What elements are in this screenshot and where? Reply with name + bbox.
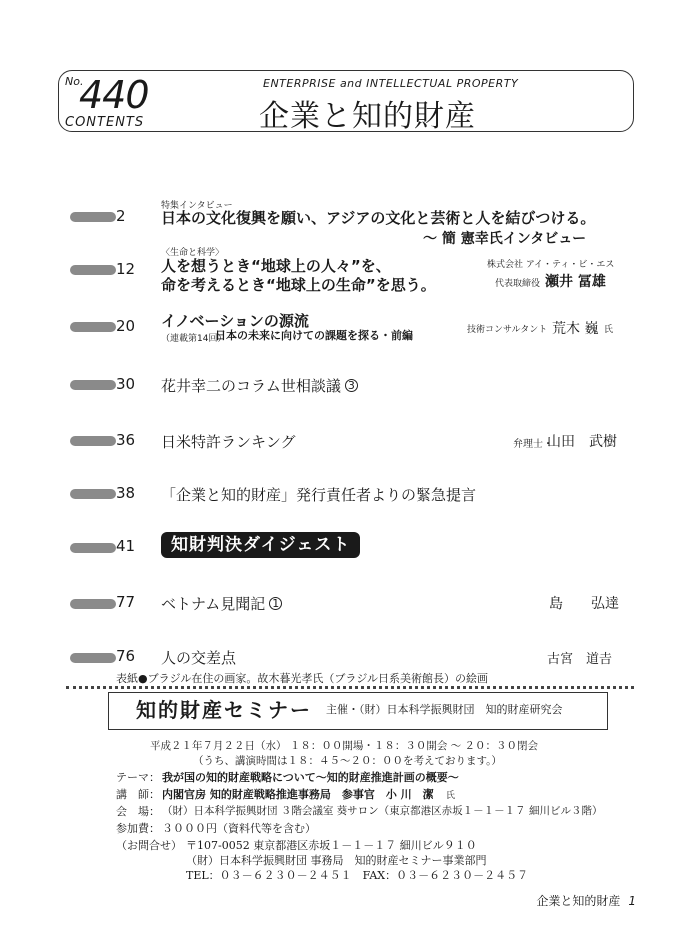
entry-title[interactable]: 日米特許ランキング [161,433,296,451]
entry-title[interactable] [161,593,282,614]
contents-label: CONTENTS [65,115,145,130]
author-name: 瀬井 冨雄 [545,274,606,290]
seminar-lecturer: 内閣官房 知的財産戦略推進事務局 参事官 小 川 潔 [162,788,434,801]
entry-category: 〈生命と科学〉 [161,248,225,258]
cover-note: 表紙●ブラジル在住の画家。故木暮光孝氏（ブラジル日系美術館長）の絵画 [116,672,489,685]
author-role: 技術コンサルタント [467,325,548,335]
entry-page: 41 [116,537,136,555]
entry-title-text: ベトナム見聞記 [161,595,266,613]
fee-label: 参加費： [116,822,160,835]
author-name: 山田 武樹 [547,434,617,450]
issue-no-label: No. [65,75,84,88]
entry-page: 36 [116,431,136,449]
entry-page: 38 [116,484,136,502]
seminar-theme: 我が国の知的財産戦略について～知的財産推進計画の概要～ [162,771,459,784]
contact-phone: TEL：０３－６２３０－２４５１ FAX：０３－６２３０－２４５７ [186,869,529,882]
highlighted-entry-title[interactable]: 知財判決ダイジェスト [161,532,360,558]
page-bar [70,380,116,390]
entry-page: 2 [116,207,126,225]
entry-page: 20 [116,317,136,335]
entry-title[interactable]: イノベーションの源流 [161,312,309,330]
entry-page: 30 [116,375,136,393]
contact-address: 〒107-0052 東京都港区赤坂１－１－１７ 細川ビル９１０ [186,839,477,852]
seminar-title: 知的財産セミナー [136,698,312,722]
page-bar [70,212,116,222]
entry-interview: ～ 簡 憲幸氏インタビュー [423,231,587,247]
lecturer-suffix: 氏 [446,791,456,801]
lecturer-label: 講 師： [116,788,160,801]
entry-title[interactable] [161,375,358,396]
contact-org: （財）日本科学振興財団 事務局 知的財産セミナー事業部門 [186,854,487,867]
entry-category: 特集インタビュー [161,201,233,211]
journal-title: 企業と知的財産 [259,99,476,134]
seminar-lecture-time: （うち、講演時間は１８：４５～２０：００を考えております。） [193,755,502,767]
entry-page: 77 [116,593,136,611]
theme-label: テーマ： [116,771,160,784]
entry-title[interactable]: 日本の文化復興を願い、アジアの文化と芸術と人を結びつける。 [161,209,596,227]
author-role: 弁理士・ [513,439,553,450]
author-name: 古宮 道𠮷 [547,652,613,667]
author-role: 代表取締役 [495,279,541,289]
page-bar [70,265,116,275]
footer-journal: 企業と知的財産 [536,894,621,908]
dotted-divider [66,686,634,689]
seminar-organizer: 主催・（財）日本科学振興財団 知的財産研究会 [326,703,563,716]
seminar-venue: （財）日本科学振興財団 ３階会議室 葵サロン（東京都港区赤坂１－１－１７ 細川ビル３階） [162,805,603,817]
header-box [58,70,634,132]
journal-subtitle-en: ENTERPRISE and INTELLECTUAL PROPERTY [263,77,519,90]
entry-title[interactable]: 「企業と知的財産」発行責任者よりの緊急提言 [161,486,477,504]
author-suffix: 氏 [604,325,614,335]
page-footer [536,892,636,909]
author-name: 荒木 巍 [552,321,599,337]
entry-title-line2[interactable]: 命を考えるとき“地球上の生命”を思う。 [161,276,436,294]
number-marker: 3 [345,379,358,392]
venue-label: 会 場： [116,805,160,818]
entry-title[interactable]: 人の交差点 [161,649,237,667]
contact-label: （お問合せ） [116,839,182,852]
page-bar [70,543,116,553]
seminar-fee: ３０００円（資料代等を含む） [162,822,316,835]
number-marker: 1 [269,597,282,610]
author-company: 株式会社 アイ・ティ・ビ・エス [487,260,615,270]
series-label: （連載第14回） [161,334,227,344]
page-bar [70,489,116,499]
footer-page-number: 1 [628,894,636,908]
seminar-date: 平成２１年７月２２日（水） １８：００開場・１８：３０開会 ～ ２０：３０閉会 [150,740,539,752]
issue-number: 440 [79,73,149,117]
entry-title-text: 花井幸二のコラム世相談議 [161,377,341,395]
entry-page: 76 [116,647,136,665]
page-bar [70,653,116,663]
author-name: 島 弘達 [549,596,619,612]
page-bar [70,436,116,446]
page-bar [70,599,116,609]
page-bar [70,322,116,332]
entry-subtitle[interactable]: 日本の未来に向けての課題を探る・前編 [215,329,413,342]
entry-title-line1[interactable]: 人を想うとき“地球上の人々”を、 [161,257,391,275]
entry-page: 12 [116,260,136,278]
